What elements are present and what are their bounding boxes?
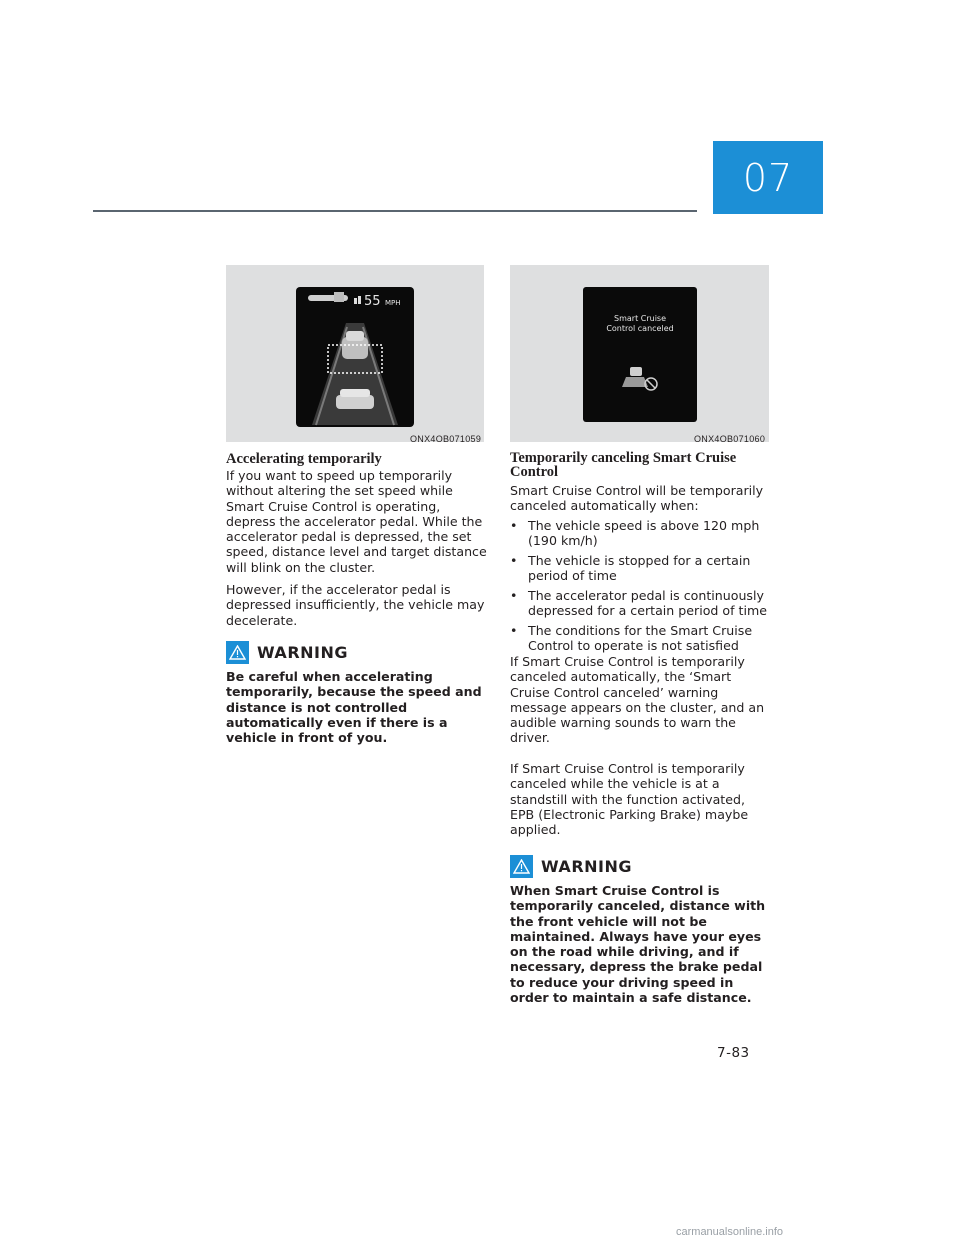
paragraph: However, if the accelerator pedal is depressed insufficiently, the vehicle may decelerate. [226,582,485,628]
bullet-icon: • [510,622,518,638]
screen-line1: Smart Cruise [614,314,666,323]
list-item-text: The conditions for the Smart Cruise Control to operate is not satisfied [528,622,753,653]
bullet-list [510,518,770,658]
cluster-display-illustration [226,265,484,442]
warning-label: WARNING [257,643,348,662]
bullet-icon: • [510,552,518,568]
bullet-icon: • [510,518,518,533]
warning-header [226,641,348,664]
chapter-number: 07 [742,155,794,200]
list-item [510,553,770,584]
figure-accelerating [226,265,484,442]
figure-canceled [510,265,769,442]
warning-text: When Smart Cruise Control is temporarily canceled, distance with the front vehicle will not be maintained. Always have your eyes on the road while driving, and if necessary, depress the brake pedal to reduce your driving speed in order to maintain a safe distance. [510,883,766,1006]
figure1-code: ONX4OB071059 [410,434,482,444]
list-item-text: The accelerator pedal is continuously depressed for a certain period of time [528,587,767,619]
canceled-display-illustration [510,265,769,442]
header-rule [93,210,697,212]
list-item [510,623,770,654]
section-heading-canceling: Temporarily canceling Smart Cruise Control [510,450,737,480]
warning-header [510,855,632,878]
bullet-icon: • [510,587,518,603]
paragraph: Smart Cruise Control will be temporarily canceled automatically when: [510,483,764,514]
warning-icon [510,855,533,878]
list-item [510,588,770,619]
screen-line2: Control canceled [606,324,674,333]
paragraph: If you want to speed up temporarily without altering the set speed while Smart Cruise Control is operating, depress the accelerator pedal. While the accelerator pedal is depressed, the set speed, distance level and target distance will blink on the cluster. [226,468,487,575]
warning-icon [226,641,249,664]
list-item-text: The vehicle is stopped for a certain period of time [528,552,751,584]
paragraph: If Smart Cruise Control is temporarily canceled automatically, the ‘Smart Cruise Control canceled’ warning message appears on the cluster, and an audible warning sounds to warn the driver. [510,654,765,746]
cluster-speed-unit: MPH [385,299,401,307]
list-item [510,518,770,549]
list-item-text: The vehicle speed is above 120 mph (190 km/h) [528,518,760,549]
section-heading-accelerating: Accelerating temporarily [226,451,382,467]
page-number: 7-83 [717,1045,750,1061]
warning-label: WARNING [541,857,632,876]
warning-text: Be careful when accelerating temporarily, because the speed and distance is not controlled automatically even if there is a vehicle in front of you. [226,669,482,746]
figure2-code: ONX4OB071060 [694,434,766,444]
paragraph: If Smart Cruise Control is temporarily canceled while the vehicle is at a standstill with the function activated, EPB (Electronic Parking Brake) maybe applied. [510,761,749,838]
chapter-tab [713,141,823,214]
watermark: carmanualsonline.info [676,1226,784,1238]
cluster-speed-value: 55 [364,294,381,309]
